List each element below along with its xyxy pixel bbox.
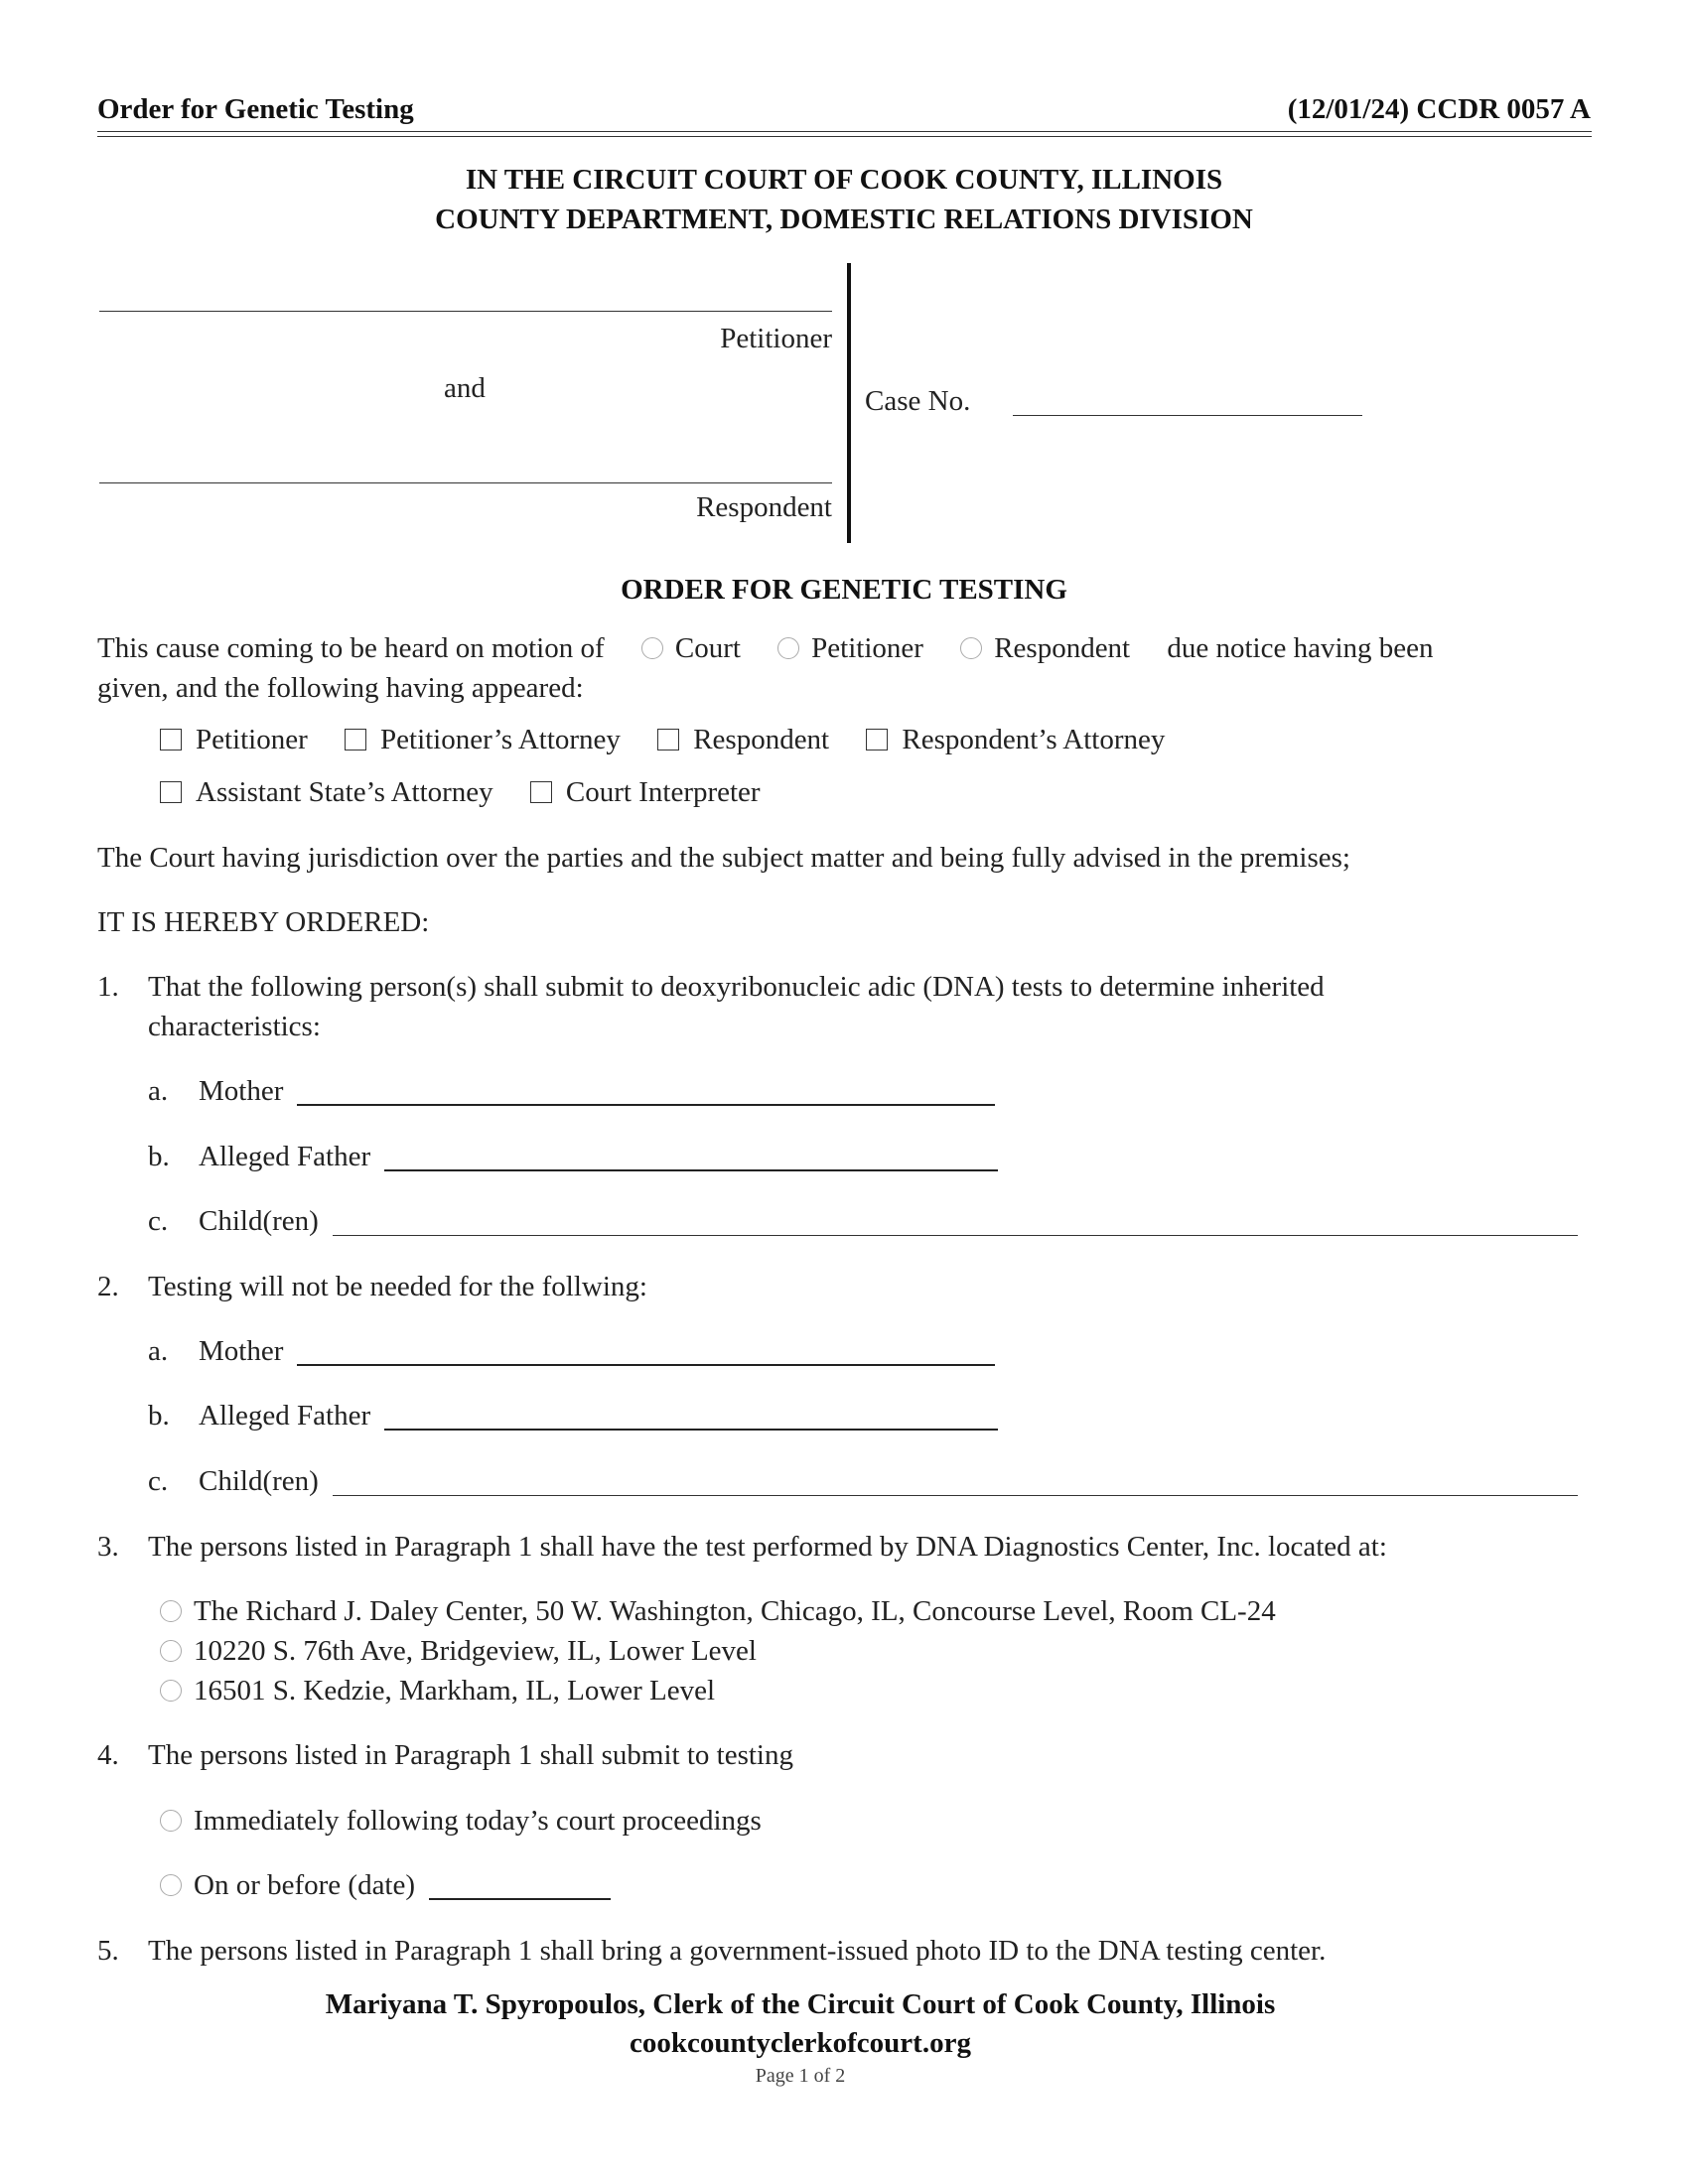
appeared-row-2 bbox=[160, 776, 761, 809]
timing-option-on-or-before[interactable]: On or before (date) bbox=[160, 1869, 611, 1902]
court-name: IN THE CIRCUIT COURT OF COOK COUNTY, ILLINOIS bbox=[465, 164, 1223, 196]
checkbox-assistant-states-attorney[interactable]: Assistant State’s Attorney bbox=[160, 776, 493, 809]
p1-item-children: c. Child(ren) bbox=[148, 1205, 1578, 1238]
petitioner-name-field[interactable] bbox=[99, 311, 832, 312]
motion-option-respondent[interactable]: Respondent bbox=[960, 632, 1130, 665]
motion-prefix: This cause coming to be heard on motion of bbox=[97, 632, 605, 664]
p1-mother-field[interactable] bbox=[297, 1076, 995, 1106]
checkbox-icon[interactable] bbox=[530, 781, 552, 803]
checkbox-icon[interactable] bbox=[345, 729, 366, 751]
clerk-website: cookcountyclerkofcourt.org bbox=[630, 2027, 971, 2059]
p2-mother-field[interactable] bbox=[297, 1336, 995, 1366]
p1-text-line-2: characteristics: bbox=[148, 1011, 321, 1042]
case-no-label: Case No. bbox=[865, 385, 971, 417]
header-rule-2 bbox=[97, 136, 1592, 137]
p5-number: 5. bbox=[97, 1935, 119, 1967]
p4-number: 4. bbox=[97, 1739, 119, 1771]
p2-number: 2. bbox=[97, 1271, 119, 1302]
respondent-label: Respondent bbox=[696, 491, 832, 523]
p1-text-line-1: That the following person(s) shall submit to deoxyribonucleic adic (DNA) tests to determine inherited bbox=[148, 971, 1325, 1003]
location-option-markham[interactable]: 16501 S. Kedzie, Markham, IL, Lower Level bbox=[160, 1675, 715, 1707]
caption-divider bbox=[847, 263, 851, 543]
p2-text: Testing will not be needed for the follwing: bbox=[148, 1271, 647, 1302]
p2-item-alleged-father: b. Alleged Father bbox=[148, 1400, 998, 1433]
checkbox-icon[interactable] bbox=[160, 781, 182, 803]
radio-icon[interactable] bbox=[160, 1640, 182, 1662]
clerk-name: Mariyana T. Spyropoulos, Clerk of the Circuit Court of Cook County, Illinois bbox=[325, 1988, 1276, 2020]
motion-option-court[interactable]: Court bbox=[641, 632, 741, 665]
intro-line-1 bbox=[97, 632, 1434, 665]
location-option-daley-center[interactable]: The Richard J. Daley Center, 50 W. Washington, Chicago, IL, Concourse Level, Room CL-24 bbox=[160, 1595, 1276, 1628]
checkbox-court-interpreter[interactable]: Court Interpreter bbox=[530, 776, 761, 809]
checkbox-icon[interactable] bbox=[160, 729, 182, 751]
p2-alleged-father-field[interactable] bbox=[384, 1401, 998, 1431]
date-field[interactable] bbox=[429, 1870, 611, 1900]
p1-alleged-father-field[interactable] bbox=[384, 1142, 998, 1171]
jurisdiction-text: The Court having jurisdiction over the parties and the subject matter and being fully advised in the premises; bbox=[97, 842, 1350, 874]
checkbox-respondent[interactable]: Respondent bbox=[657, 724, 829, 756]
checkbox-petitioner[interactable]: Petitioner bbox=[160, 724, 308, 756]
court-division: COUNTY DEPARTMENT, DOMESTIC RELATIONS DIVISION bbox=[435, 204, 1253, 235]
p2-item-children: c. Child(ren) bbox=[148, 1465, 1578, 1498]
checkbox-petitioners-attorney[interactable]: Petitioner’s Attorney bbox=[345, 724, 621, 756]
radio-icon[interactable] bbox=[641, 637, 663, 659]
radio-icon[interactable] bbox=[160, 1600, 182, 1622]
timing-option-immediately[interactable]: Immediately following today’s court proceedings bbox=[160, 1805, 762, 1838]
header-rule bbox=[97, 131, 1592, 132]
motion-option-petitioner[interactable]: Petitioner bbox=[777, 632, 923, 665]
p3-text: The persons listed in Paragraph 1 shall have the test performed by DNA Diagnostics Center, Inc. located at: bbox=[148, 1531, 1387, 1563]
p1-item-mother: a. Mother bbox=[148, 1075, 995, 1108]
radio-icon[interactable] bbox=[160, 1874, 182, 1896]
respondent-name-field[interactable] bbox=[99, 482, 832, 483]
p1-number: 1. bbox=[97, 971, 119, 1003]
petitioner-label: Petitioner bbox=[720, 323, 832, 354]
p3-number: 3. bbox=[97, 1531, 119, 1563]
radio-icon[interactable] bbox=[777, 637, 799, 659]
checkbox-respondents-attorney[interactable]: Respondent’s Attorney bbox=[866, 724, 1165, 756]
case-no-field[interactable] bbox=[1013, 415, 1362, 416]
p2-item-mother: a. Mother bbox=[148, 1335, 995, 1368]
p1-item-alleged-father: b. Alleged Father bbox=[148, 1141, 998, 1173]
form-title: Order for Genetic Testing bbox=[97, 93, 414, 125]
radio-icon[interactable] bbox=[960, 637, 982, 659]
order-title: ORDER FOR GENETIC TESTING bbox=[621, 574, 1067, 606]
p1-children-field[interactable] bbox=[333, 1207, 1578, 1236]
p4-text: The persons listed in Paragraph 1 shall submit to testing bbox=[148, 1739, 793, 1771]
radio-icon[interactable] bbox=[160, 1810, 182, 1832]
appeared-row-1 bbox=[160, 724, 1165, 756]
intro-line-2: given, and the following having appeared: bbox=[97, 672, 584, 704]
p5-text: The persons listed in Paragraph 1 shall bring a government-issued photo ID to the DNA testing center. bbox=[148, 1935, 1327, 1967]
form-code: (12/01/24) CCDR 0057 A bbox=[1287, 93, 1591, 125]
ordered-text: IT IS HEREBY ORDERED: bbox=[97, 906, 430, 938]
location-option-bridgeview[interactable]: 10220 S. 76th Ave, Bridgeview, IL, Lower Level bbox=[160, 1635, 757, 1668]
checkbox-icon[interactable] bbox=[657, 729, 679, 751]
radio-icon[interactable] bbox=[160, 1680, 182, 1702]
and-label: and bbox=[444, 372, 486, 404]
checkbox-icon[interactable] bbox=[866, 729, 888, 751]
page-number: Page 1 of 2 bbox=[755, 2065, 846, 2087]
p2-children-field[interactable] bbox=[333, 1467, 1578, 1496]
motion-suffix: due notice having been bbox=[1167, 632, 1434, 664]
